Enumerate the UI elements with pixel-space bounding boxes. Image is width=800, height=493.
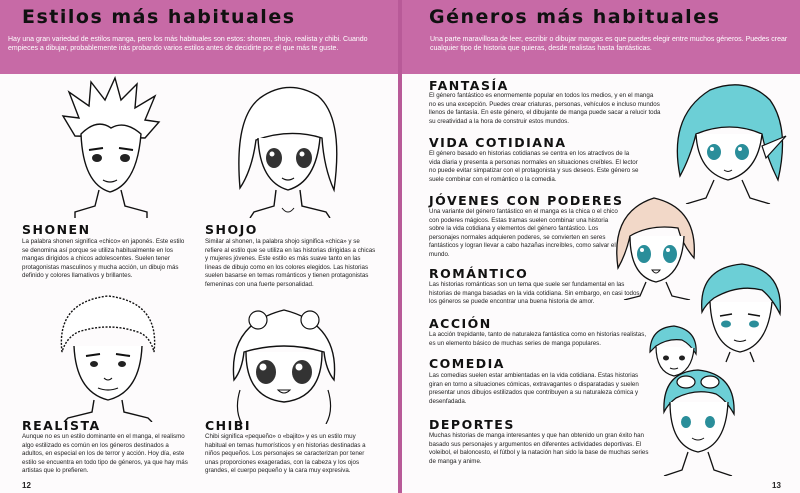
section-body-deportes: Muchas historias de manga interesantes y que han obtenido un gran éxito han basado sus personajes y argumentos en diferentes actividades deportivas. El voleibol, el baloncesto, el fútbol y la natación han sido la base de muchas series de manga y anime. [429, 432, 649, 465]
left-banner [0, 0, 398, 74]
section-body-romantico: Las historias románticas son un tema que suele ser fundamental en las historias de manga basadas en la vida cotidiana. Sin embargo, en casi todos los géneros se puede encontrar una buena historia de amor. [429, 281, 640, 306]
section-body-chibi: Chibi significa «pequeño» o «bajito» y es un estilo muy habitual en temas humorísticos y en historias destinadas a niños pequeños. Los personajes se caracterizan por tener unas proporciones exageradas, con la cabeza y los ojos grandes, el cuerpo pequeño y la cara muy expresiva. [205, 433, 366, 475]
section-body-accion: La acción trepidante, tanto de naturaleza fantástica como en historias realistas, es un elemento básico de muchas series de manga populares. [429, 331, 647, 347]
section-heading-chibi: CHIBI [205, 418, 251, 433]
right-intro: Una parte maravillosa de leer, escribir o dibujar mangas es que puedes elegir entre muchos géneros. Puedes crear cualquier tipo de historia que quieras, desde realistas hasta fantásticas. [430, 36, 788, 52]
section-body-comedia: Las comedias suelen estar ambientadas en la vida cotidiana. Estas historias giran en torno a situaciones cómicas, extravagantes o disparatadas y suelen presentar unos dibujos estilizados que contribuyen a su naturaleza cómica y desenfadada. [429, 372, 639, 405]
left-page-title: Estilos más habituales [22, 6, 296, 28]
section-heading-deportes: DEPORTES [429, 417, 515, 432]
realista-head-illustration [52, 292, 164, 422]
shojo-head-illustration [230, 78, 346, 218]
right-page-title: Géneros más habituales [429, 6, 721, 28]
section-heading-jovenes-con-poderes: JÓVENES CON PODERES [429, 193, 624, 208]
deportes-boy-illustration [656, 366, 740, 476]
section-heading-accion: ACCIÓN [429, 316, 492, 331]
section-heading-shonen: SHONEN [22, 222, 91, 237]
section-body-vida-cotidiana: El género basado en historias cotidianas se centra en los atractivos de la vida diaria y presenta a personas normales en situaciones creíbles. El lector no puede evitar simpatizar con el protagonista y sus deseos. Este género se suele combinar con el romántico o la comedia. [429, 150, 639, 183]
shonen-head-illustration [55, 76, 165, 218]
vida-cotidiana-girl-illustration [610, 188, 702, 300]
section-body-realista: Aunque no es un estilo dominante en el manga, el realismo algo estilizado es común en los géneros destinados a adultos, en especial en los de terror y acción. Hoy día, este estilo se encuentra en todo tipo de géneros, ya que hay más artistas que lo prefieren. [22, 433, 188, 475]
section-heading-comedia: COMEDIA [429, 356, 505, 371]
fantasia-elf-illustration [666, 76, 792, 204]
section-heading-fantasia: FANTASÍA [429, 78, 509, 93]
page-number-left: 12 [22, 481, 31, 490]
right-banner [402, 0, 800, 74]
page-number-right: 13 [772, 481, 781, 490]
section-body-jovenes-con-poderes: Una variante del género fantástico en el manga es la chica o el chico con poderes mágicos. Estas tramas suelen combinar una historia sobre la vida cotidiana y elementos del género fantástico. Los personajes normales adquieren poderes, se convierten en seres fantásticos y logran llevar a cabo hazañas increíbles, como salvar el mundo. [429, 208, 618, 258]
section-heading-realista: REALISTA [22, 418, 101, 433]
section-body-shonen: La palabra shonen significa «chico» en japonés. Este estilo se denomina así porque se utiliza habitualmente en los mangas dirigidos a chicos adolescentes. Suelen tener protagonistas masculinos y mucha acción, un dibujo más definido y colores llamativos y brillantes. [22, 238, 185, 280]
section-body-fantasia: El género fantástico es enormemente popular en todos los medios, y en el manga no es una excepción. Puedes crear criaturas, personas, vehículos e incluso mundos llenos de fantasía. En este género, el dibujante de manga puede sacar a relucir toda su creatividad a la hora de construir estos mundos. [429, 92, 661, 125]
chibi-head-illustration [228, 300, 340, 424]
right-page [402, 0, 800, 493]
section-heading-shojo: SHOJO [205, 222, 258, 237]
left-intro: Hay una gran variedad de estilos manga, pero los más habituales son estos: shonen, shojo, realista y chibi. Cuando empieces a dibujar, probablemente irás probando varios estilos antes de decidirte por el que más te guste. [8, 36, 368, 52]
section-heading-vida-cotidiana: VIDA COTIDIANA [429, 135, 567, 150]
section-body-shojo: Similar al shonen, la palabra shojo significa «chica» y se refiere al estilo que se utiliza en las historias dirigidas a chicas y mujeres jóvenes. Este estilo es más suave tanto en las líneas de dibujo como en los colores elegidos. Las historias suelen basarse en temas románticos y tienen protagonistas femeninas con una fuerte personalidad. [205, 238, 376, 288]
romantico-boy-illustration [692, 258, 788, 364]
left-page [0, 0, 398, 493]
section-heading-romantico: ROMÁNTICO [429, 266, 529, 281]
